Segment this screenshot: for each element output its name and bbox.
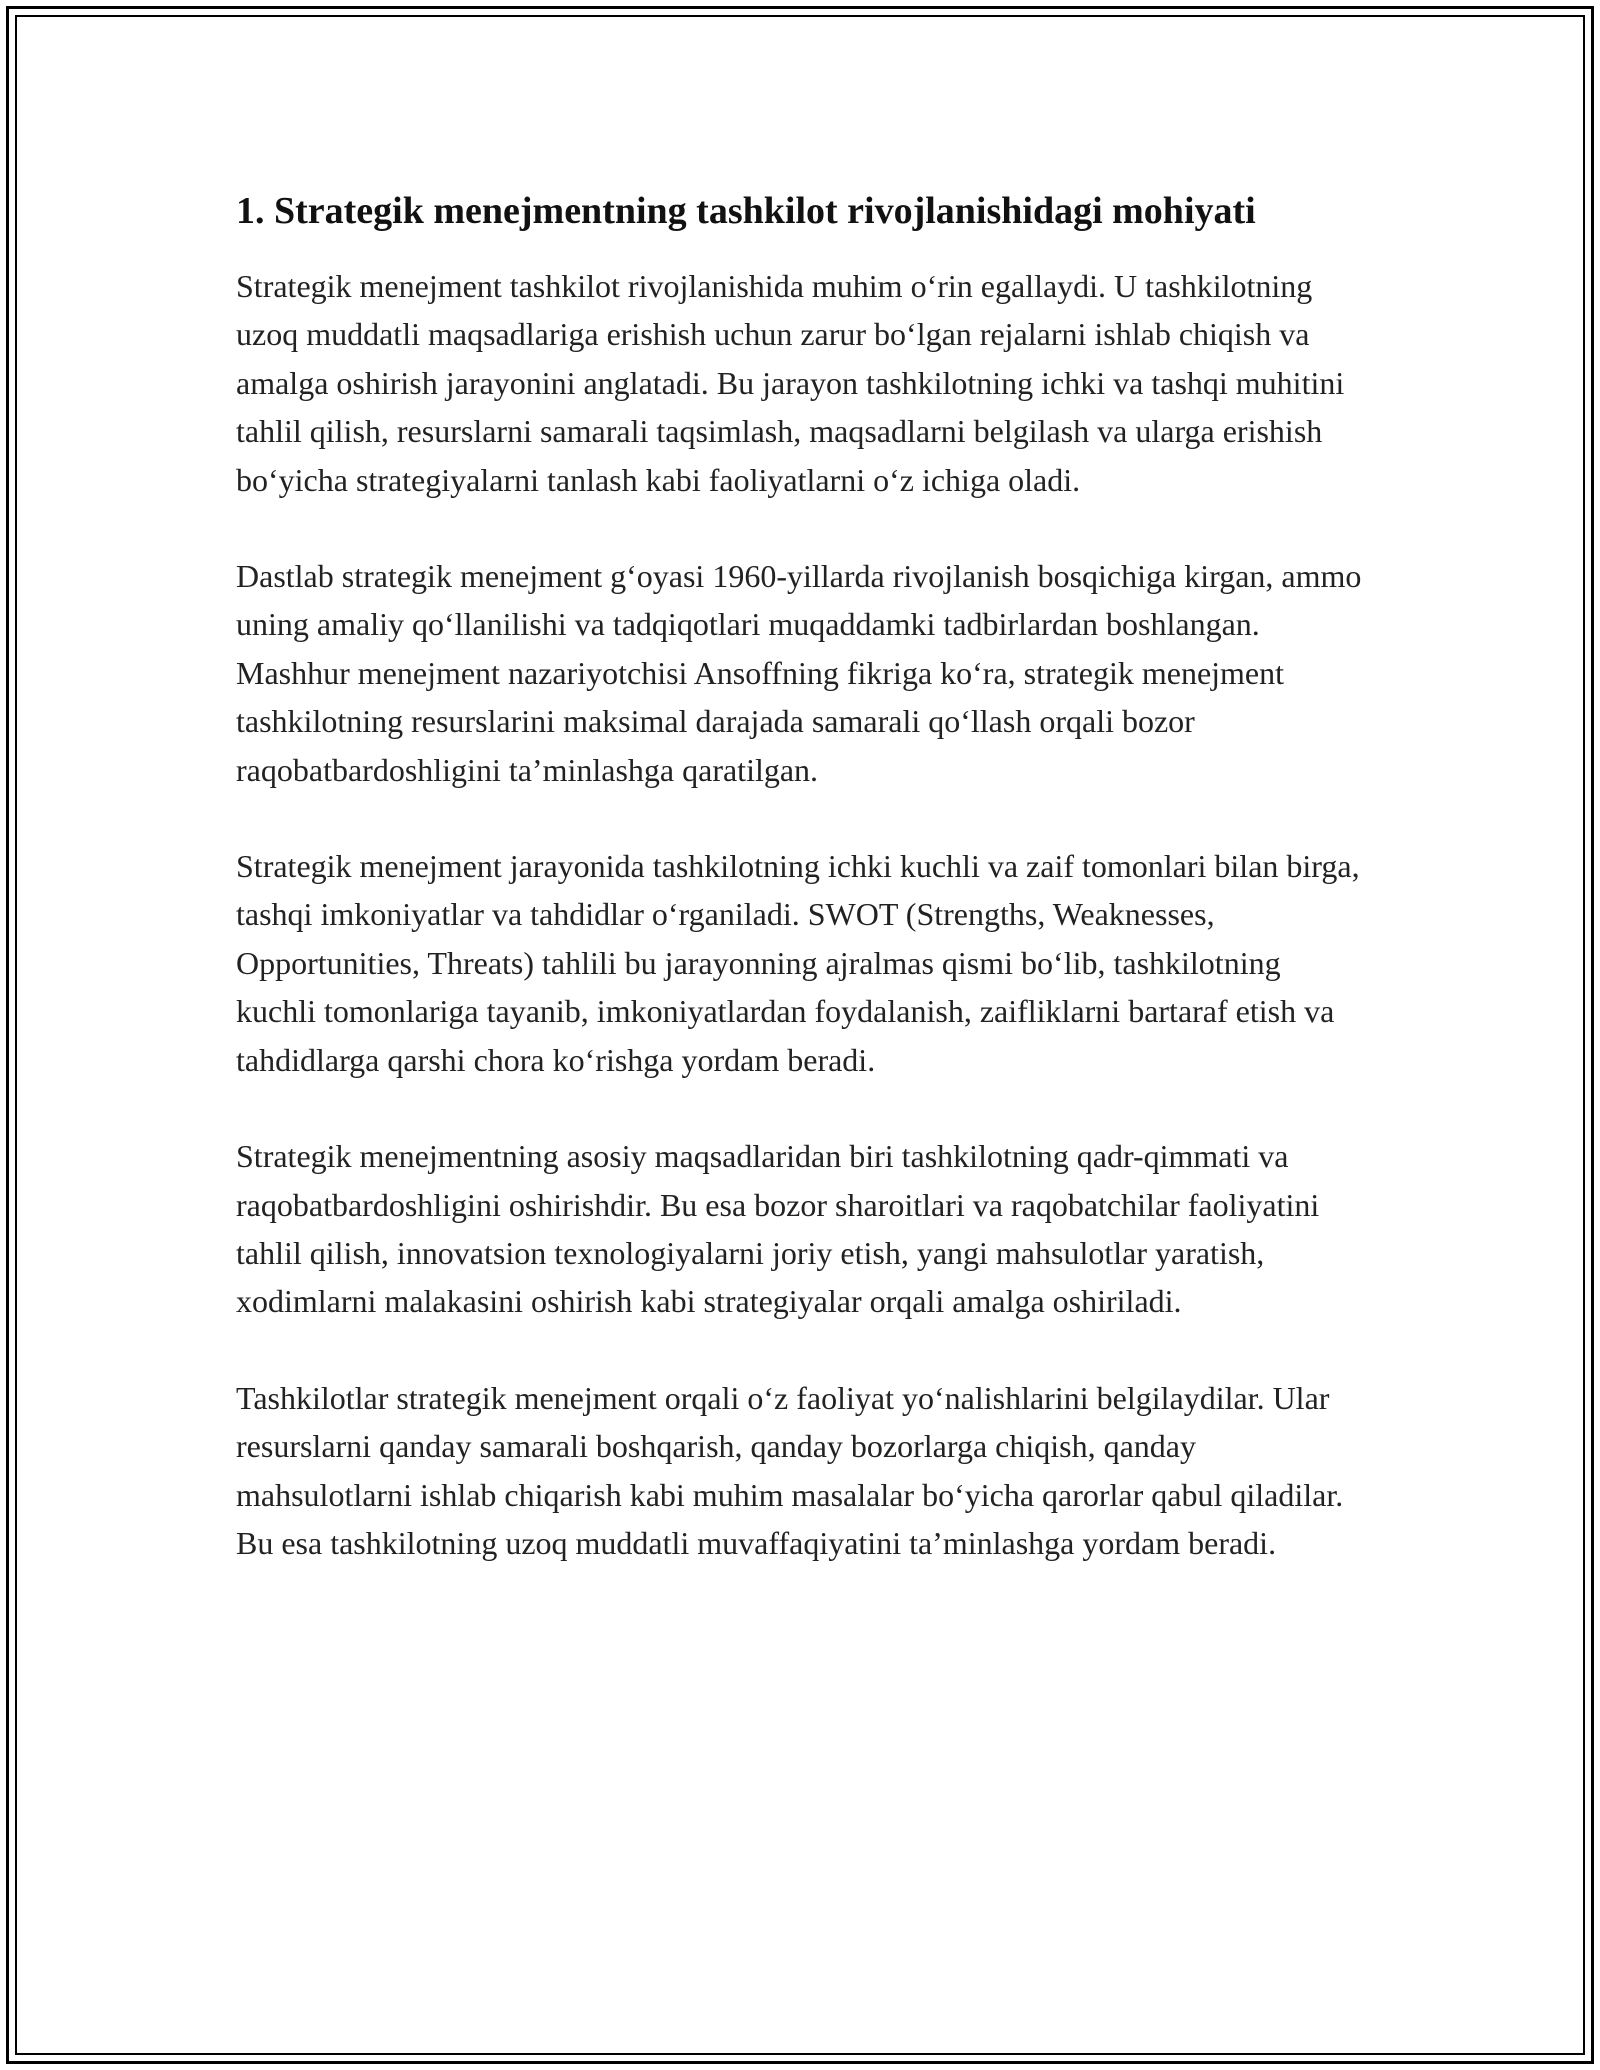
- document-body: [236, 186, 1366, 1615]
- paragraph-4: Strategik menejmentning asosiy maqsadlaridan biri tashkilotning qadr-qimmati va raqobatbardoshligini oshirishdir. Bu esa bozor sharoitlari va raqobatchilar faoliyatini tahlil qilish, innovatsion texnologiyalarni joriy etish, yangi mahsulotlar yaratish, xodimlarni malakasini oshirish kabi strategiyalar orqali amalga oshiriladi.: [236, 1138, 1320, 1320]
- paragraph-3: Strategik menejment jarayonida tashkilotning ichki kuchli va zaif tomonlari bilan birga, tashqi imkoniyatlar va tahdidlar o‘rganiladi. SWOT (Strengths, Weaknesses, Opportunities, Threats) tahlili bu jarayonning ajralmas qismi bo‘lib, tashkilotning kuchli tomonlariga tayanib, imkoniyatlardan foydalanish, zaifliklarni bartaraf etish va tahdidlarga qarshi chora ko‘rishga yordam beradi.: [236, 848, 1360, 1078]
- section-heading: 1. Strategik menejmentning tashkilot rivojlanishidagi mohiyati: [236, 190, 1256, 232]
- paragraph-1: Strategik menejment tashkilot rivojlanishida muhim o‘rin egallaydi. U tashkilotning uzoq muddatli maqsadlariga erishish uchun zarur bo‘lgan rejalarni ishlab chiqish va amalga oshirish jarayonini anglatadi. Bu jarayon tashkilotning ichki va tashqi muhitini tahlil qilish, resurslarni samarali taqsimlash, maqsadlarni belgilash va ularga erishish bo‘yicha strategiyalarni tanlash kabi faoliyatlarni o‘z ichiga oladi.: [236, 268, 1345, 498]
- paragraph-5: Tashkilotlar strategik menejment orqali o‘z faoliyat yo‘nalishlarini belgilaydilar. Ular resurslarni qanday samarali boshqarish, qanday bozorlarga chiqish, qanday mahsulotlarni ishlab chiqarish kabi muhim masalalar bo‘yicha qarorlar qabul qiladilar. Bu esa tashkilotning uzoq muddatli muvaffaqiyatini ta’minlashga yordam beradi.: [236, 1379, 1344, 1561]
- paragraph-2: Dastlab strategik menejment g‘oyasi 1960-yillarda rivojlanish bosqichiga kirgan, ammo uning amaliy qo‘llanilishi va tadqiqotlari muqaddamki tadbirlardan boshlangan. Mashhur menejment nazariyotchisi Ansoffning fikriga ko‘ra, strategik menejment tashkilotning resurslarini maksimal darajada samarali qo‘llash orqali bozor raqobatbardoshligini ta’minlashga qaratilgan.: [236, 558, 1362, 788]
